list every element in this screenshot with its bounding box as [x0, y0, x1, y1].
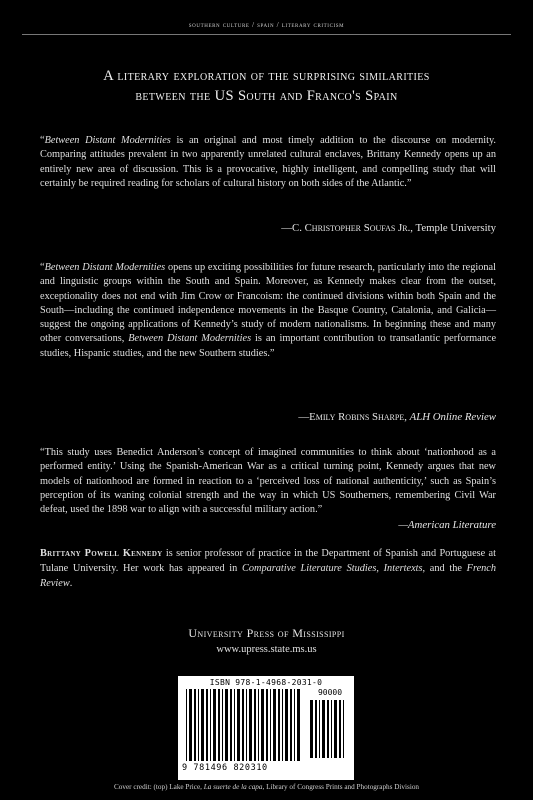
barcode-bar [331, 700, 332, 758]
barcode-bar [310, 700, 313, 758]
author-bio-text: is senior professor of practice in the Department of Spanish and Portuguese at Tulane University. Her work has appeared in [40, 548, 496, 574]
addon-barcode-icon [310, 700, 350, 770]
barcode-bar [246, 689, 247, 761]
journal-1: Comparative Literature Studies [242, 563, 377, 574]
barcode-bar [222, 689, 223, 761]
barcode-bar [297, 689, 300, 761]
barcode-bar [254, 689, 256, 761]
blurb-quote-1: “Between Distant Modernities is an original and most timely addition to the discourse on modernity. Comparing attitudes prevalent in two apparently unrelated cultural enclaves, Brittany Kennedy opens up an entirely new area of discussion. This is a provocative, highly intelligent, and compelling study that will certainly be required reading for scholars of cultural history on both sides of the Atlantic.” [40, 135, 496, 189]
blurb-quote-2: “Between Distant Modernities opens up exciting possibilities for future research, particularly into the regional and linguistic groups within the South and Spain. Moreover, as Kennedy makes clear from the outset, exceptionality does not end with Jim Crow or Francoism: the continued divisions within both Spain and the South—including the continued independence movements in the Basque Country, Catalonia, and Galicia—suggest the ongoing applications of Kennedy’s study of modern nationalisms. In beginning these and many other conversations, Between Distant Modernities is an important contribution to transatlantic performance studies, Hispanic studies, and the new Southern studies.” [40, 262, 497, 359]
barcode-bar [210, 689, 211, 761]
isbn-barcode [178, 676, 354, 780]
barcode-bar [234, 689, 235, 761]
blurb-2-affiliation: ALH Online Review [409, 411, 496, 423]
barcode-bar [230, 689, 232, 761]
blurb-2-text: opens up exciting possibilities for future research, particularly into the regional and linguistic groups within the South and Spain. Moreover, as Kennedy makes clear from the outset, exceptionality does not end with Jim Crow or Francoism: the continued divisions within both Spain and the South—including the continued independence movements in the Basque Country, Catalonia, and Galicia—suggest the ongoing applications of Kennedy’s study of modern nationalisms. In beginning these and many other conversations, [40, 262, 496, 345]
isbn-label: ISBN 978-1-4968-2031-0 [209, 678, 323, 687]
barcode-digits: 9 781496 820310 [182, 763, 268, 773]
barcode-bar [198, 689, 199, 761]
barcode-bar [266, 689, 268, 761]
headline-line-2: between the US South and Franco's Spain [135, 88, 398, 104]
bio-separator-2: , and the [422, 563, 467, 574]
blurb-2-text-end: is an important contribution to transatlantic performance studies, Hispanic studies, and the new Southern studies.” [40, 333, 497, 359]
blurb-3-source: —American Literature [398, 519, 496, 531]
category-label: southern culture / spain / literary criticism [188, 20, 345, 29]
barcode-bar [237, 689, 240, 761]
publisher-website[interactable]: www.upress.state.ms.us [216, 644, 317, 655]
barcode-bar [334, 700, 337, 758]
blurb-quote-3: “This study uses Benedict Anderson’s concept of imagined communities to think about ‘nationhood as a performed entity.’ Using the Spanish-American War as a critical turning point, Kennedy argues that new models of nationhood are formed in reaction to a ‘perceived loss of national authenticity,’ such as Spain’s perception of its waning colonial strength and the way in which US Southerners, remembering Civil War defeat, used the 1898 war to align with a successful military action.” [40, 447, 496, 516]
publisher-name: University Press of Mississippi [188, 626, 345, 640]
credit-suffix: , Library of Congress Prints and Photographs Division [262, 783, 420, 791]
barcode-bar [225, 689, 228, 761]
bio-separator-1: , [376, 563, 384, 574]
barcode-addon-digits: 90000 [317, 688, 343, 697]
credit-work-title: La suerte de la capa [203, 783, 263, 791]
barcode-bar [282, 689, 283, 761]
blurb-2-book-title: Between Distant Modernities [44, 262, 166, 273]
barcode-bar [213, 689, 216, 761]
barcode-bar [258, 689, 259, 761]
author-bio [40, 546, 496, 591]
barcode-bar [206, 689, 208, 761]
barcode-bar [278, 689, 280, 761]
barcode-bar [194, 689, 196, 761]
blurb-2-author: —Emily Robins Sharpe [298, 411, 405, 423]
barcode-bar [218, 689, 220, 761]
barcode-bar [189, 689, 192, 761]
author-name: Brittany Powell Kennedy [40, 548, 163, 559]
cover-credit [0, 783, 533, 791]
blurb-1-book-title: Between Distant Modernities [44, 135, 171, 146]
barcode-bar [270, 689, 271, 761]
barcode-bar [319, 700, 320, 758]
headline-line-1: A literary exploration of the surprising similarities [103, 68, 430, 84]
barcode-bar [186, 689, 187, 761]
blurb-1-attribution [40, 222, 496, 234]
barcode-bar [285, 689, 288, 761]
headline [20, 66, 513, 106]
barcode-bar [294, 689, 295, 761]
barcode-bar [242, 689, 244, 761]
journal-2: Intertexts [383, 563, 423, 574]
blurb-1-affiliation: , Temple University [410, 222, 496, 234]
barcode-bar [290, 689, 292, 761]
barcode-bar [327, 700, 329, 758]
bio-end: . [69, 578, 73, 589]
barcode-bar [315, 700, 317, 758]
blurb-2-book-title-repeat: Between Distant Modernities [128, 333, 252, 345]
barcode-bar [201, 689, 204, 761]
credit-prefix: Cover credit: (top) Lake Price, [113, 783, 204, 791]
top-divider [22, 34, 511, 35]
blurb-3-attribution [40, 519, 496, 531]
barcode-bar [261, 689, 264, 761]
blurb-2-attribution: —Emily Robins Sharpe, ALH Online Review [298, 411, 496, 423]
barcode-bar [322, 700, 325, 758]
blurb-1-author: —C. Christopher Soufas Jr. [281, 222, 411, 234]
ean-barcode-icon [186, 689, 304, 763]
journal-3: French Review [40, 563, 497, 589]
barcode-bar [339, 700, 341, 758]
barcode-bar [273, 689, 276, 761]
barcode-bar [343, 700, 344, 758]
blurb-1-text: is an original and most timely addition to the discourse on modernity. Comparing attitudes prevalent in two apparently unrelated cultural enclaves, Brittany Kennedy opens up an entirely new area of discussion. This is a provocative, highly intelligent, and compelling study that will certainly be required reading for scholars of cultural history on both sides of the Atlantic.” [40, 135, 496, 189]
barcode-bar [249, 689, 252, 761]
